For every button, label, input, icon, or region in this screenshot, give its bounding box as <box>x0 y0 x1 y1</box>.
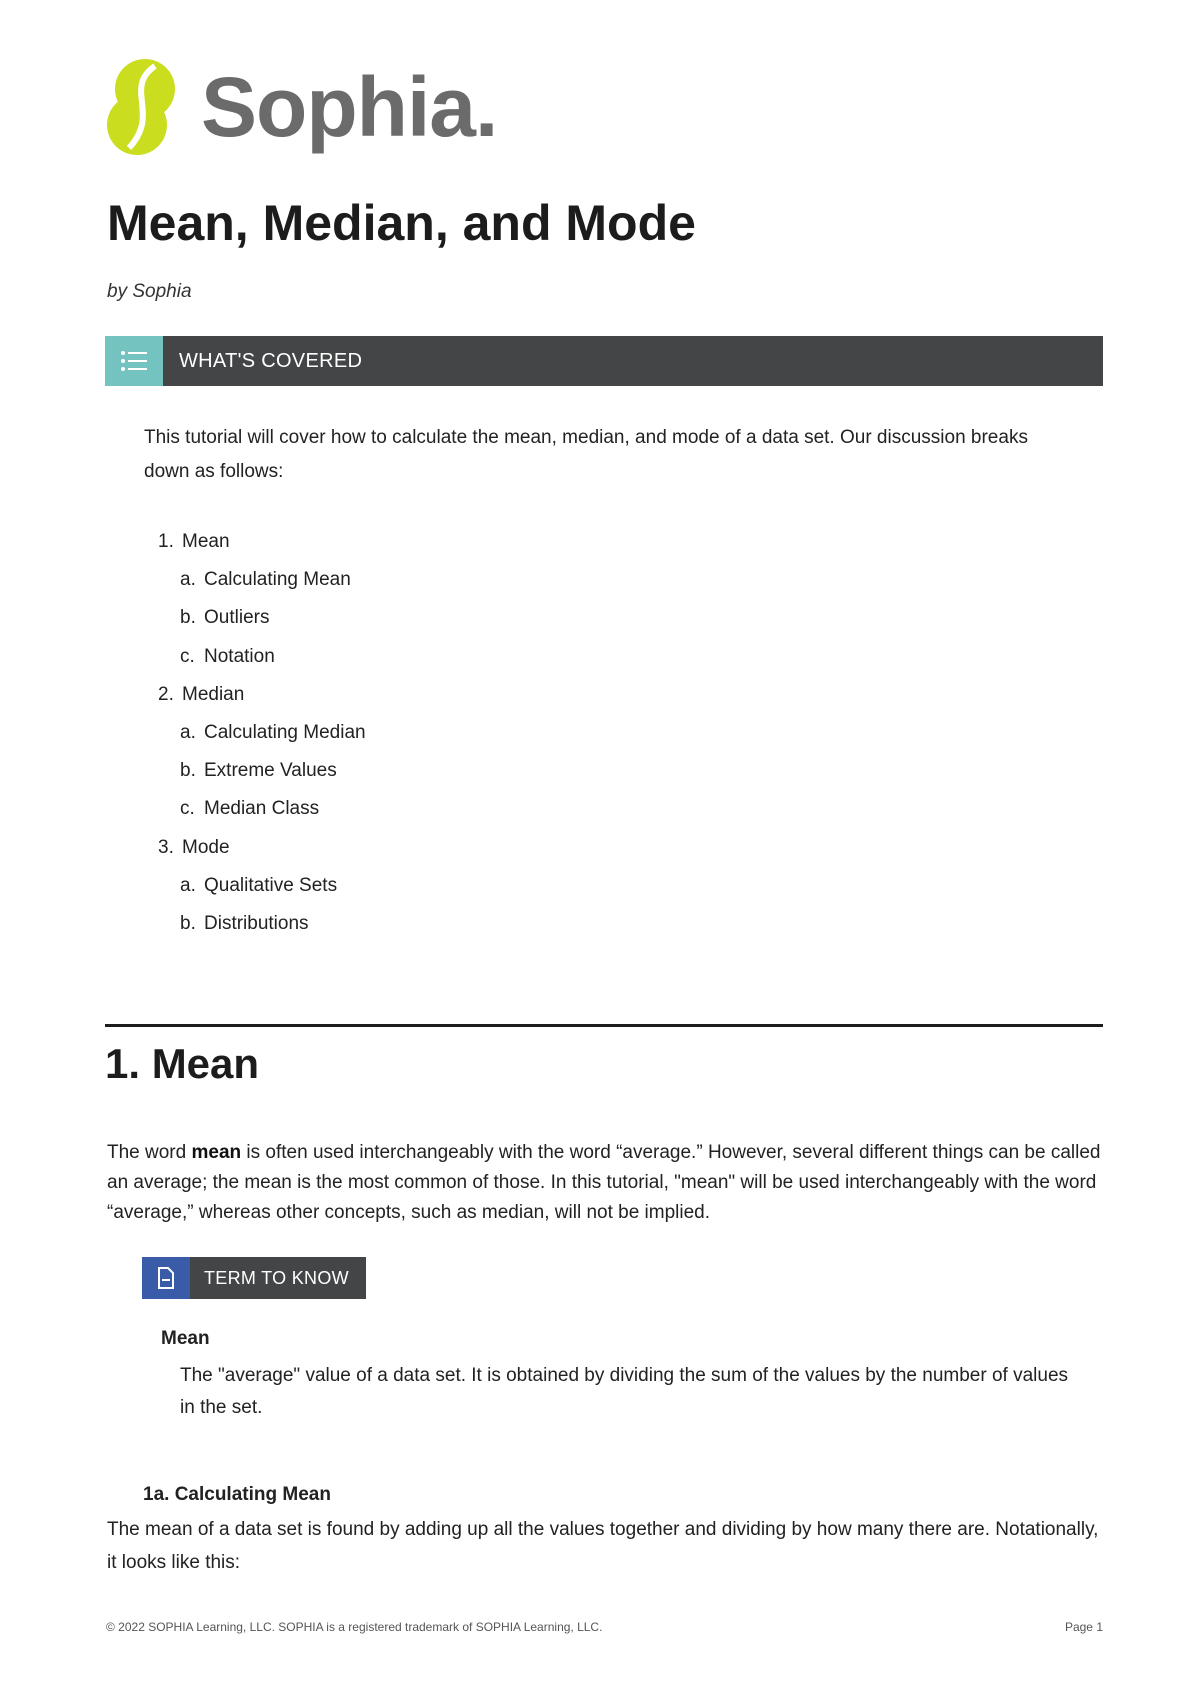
tutorial-outline <box>158 523 366 943</box>
footer-copyright: © 2022 SOPHIA Learning, LLC. SOPHIA is a registered trademark of SOPHIA Learning, LLC. <box>106 1620 603 1634</box>
outline-subitem: a. Calculating Mean <box>180 569 351 591</box>
outline-subitem: c. Notation <box>180 645 275 667</box>
term-icon-box <box>142 1257 190 1299</box>
intro-paragraph: This tutorial will cover how to calculate the mean, median, and mode of a data set. Our discussion breaks down as follows: <box>144 427 1028 482</box>
bold-term-mean: mean <box>191 1142 242 1163</box>
byline: by Sophia <box>107 281 192 302</box>
term-word: Mean <box>161 1328 210 1349</box>
page-title: Mean, Median, and Mode <box>107 195 696 251</box>
sophia-logo-mark-icon <box>105 56 177 158</box>
sophia-logo-text: Sophia. <box>201 60 498 154</box>
footer-page-number: Page 1 <box>1064 1620 1103 1634</box>
outline-subitem: c. Median Class <box>180 798 320 820</box>
whats-covered-icon-box <box>105 336 163 386</box>
list-icon <box>120 349 148 373</box>
outline-subitem: a. Qualitative Sets <box>180 874 338 896</box>
outline-item: 2. Median <box>158 683 245 705</box>
section-heading-mean: 1. Mean <box>105 1040 260 1087</box>
term-to-know-banner <box>142 1257 366 1299</box>
outline-item: 3. Mode <box>158 836 230 858</box>
outline-subitem: b. Distributions <box>180 912 309 934</box>
outline-subitem: b. Outliers <box>180 607 270 629</box>
document-icon <box>157 1267 175 1289</box>
outline-subitem: b. Extreme Values <box>180 760 337 782</box>
sophia-logo <box>105 56 497 158</box>
calculating-mean-paragraph: The mean of a data set is found by adding up all the values together and dividing by how many there are. Notationally, it looks like this: <box>107 1519 1099 1573</box>
whats-covered-banner <box>105 336 1103 386</box>
outline-subitem: a. Calculating Median <box>180 721 366 743</box>
subsection-heading-calculating-mean: 1a. Calculating Mean <box>143 1484 331 1505</box>
mean-paragraph: The word mean is often used interchangeably with the word “average.” However, several different things can be called an average; the mean is the most common of those. In this tutorial, "mean" will be used interchangeably with the word “average,” whereas other concepts, such as median, will not be implied. <box>107 1142 1101 1223</box>
term-to-know-label: TERM TO KNOW <box>204 1267 349 1288</box>
outline-item: 1. Mean <box>158 531 230 552</box>
whats-covered-label: WHAT'S COVERED <box>179 349 363 372</box>
term-definition: The "average" value of a data set. It is obtained by dividing the sum of the values by the number of values in the set. <box>180 1365 1069 1418</box>
section-divider <box>105 1024 1103 1027</box>
